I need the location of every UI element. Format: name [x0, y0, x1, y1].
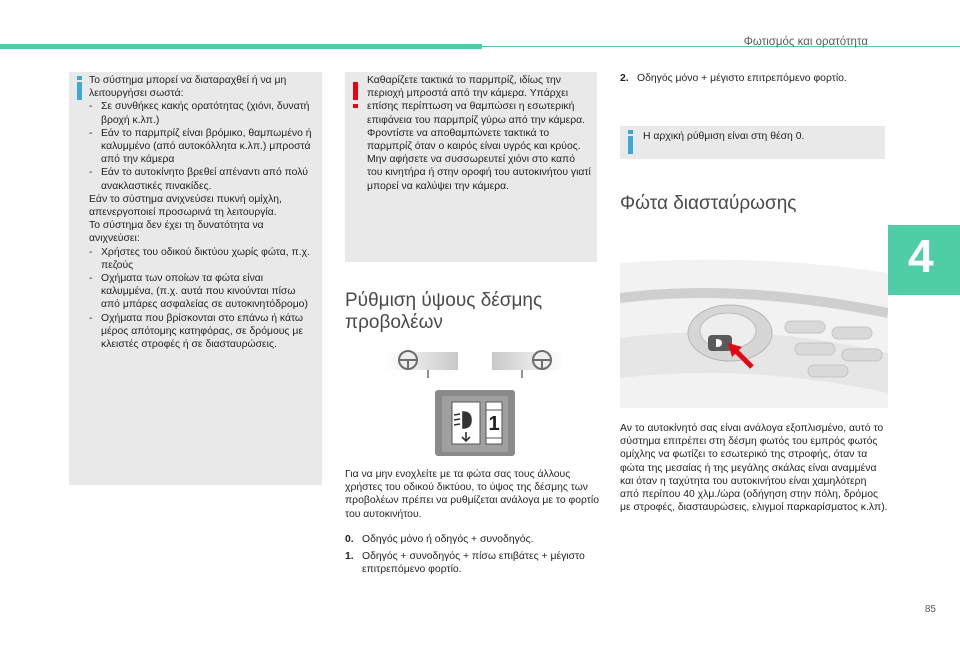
list-item: - Σε συνθήκες κακής ορατότητας (χιόνι, δυνατή βροχή κ.λπ.): [89, 101, 310, 126]
headlamp-adjust-title: Ρύθμιση ύψους δέσμης προβολέων: [345, 290, 543, 333]
header-accent-bar: [0, 44, 482, 49]
headlamp-dial-illustration: [380, 340, 570, 460]
list-item: 2. Οδηγός μόνο + μέγιστο επιτρεπόμενο φορτίο.: [620, 73, 847, 84]
section-header: Φωτισμός και ορατότητα: [743, 36, 868, 48]
info-note-text: Η αρχική ρύθμιση είναι στη θέση 0.: [643, 131, 805, 142]
chapter-number: 4: [908, 230, 934, 282]
chapter-tab: [888, 225, 960, 295]
warning-text: Καθαρίζετε τακτικά το παρμπρίζ, ιδίως την περιοχή μπροστά από την κάμερα. Υπάρχει επίσης περίπτωση να θαμπώσει η εσωτερική επιφάνεια του παρμπρίζ γύρω από την κάμερα. Φροντίστε να αποθαμπώνετε τακτικά το παρμπρίζ όταν ο καιρός είναι υγρός και κρύος. Μην αφήσετε να συσσωρευτεί χιόνι στο καπό του κινητήρα ή στην οροφή του αυτοκινήτου γιατί μπορεί να καλύψει την κάμερα.: [367, 75, 591, 192]
info-box-limitations: [69, 72, 322, 485]
cornering-lights-body: Αν το αυτοκίνητό σας είναι ανάλογα εξοπλισμένο, αυτό το σύστημα επιτρέπει στη δέσμη φωτός του εμπρός φωτός ομίχλης να φωτίζει το εσωτερικό της στροφής, όταν τα φώτα της μεσαίας ή της μεγάλης σκάλας είναι αναμμένα και όταν η ταχύτητα του αυτοκινήτου είναι χαμηλότερη από περίπου 40 χλμ./ώρα (οδήγηση στην πόλη, δρόμος με στροφές, διασταυρώσεις, ελιγμοί παρκαρίσματος κ.λπ).: [620, 423, 888, 514]
header-rule: [482, 46, 960, 47]
info-paragraph: Εάν το σύστημα ανιχνεύσει πυκνή ομίχλη, απενεργοποιεί προσωρινά τη λειτουργία.: [89, 193, 282, 219]
warning-icon: [353, 82, 358, 100]
info-icon: [77, 82, 82, 100]
beam-gradient-right: [492, 352, 564, 370]
page-number: 85: [924, 604, 936, 615]
list-item: - Οχήματα των οποίων τα φώτα είναι καλυμμένα, (π.χ. αυτά που κινούνται πίσω από μπάρες ασφαλείας σε αυτοκινητόδρομο): [89, 273, 308, 311]
list-item: - Οχήματα που βρίσκονται στο επάνω ή κάτω μέρος απότομης κατηφόρας, σε δρόμους με κλειστές στροφές ή σε διασταυρώσεις.: [89, 312, 304, 351]
list-item: - Εάν το αυτοκίνητο βρεθεί απέναντι από πολύ ανακλαστικές πινακίδες.: [89, 167, 308, 192]
list-item: - Εάν το παρμπρίζ είναι βρόμικο, θαμπωμένο ή καλυμμένο (από αυτοκόλλητα κ.λπ.) μπροστά από την κάμερα: [89, 127, 312, 166]
beam-gradient-left: [386, 352, 458, 370]
warning-box: [345, 72, 597, 262]
headlamp-adjust-body: Για να μην ενοχλείτε με τα φώτα σας τους άλλους χρήστες του οδικού δικτύου, το ύψος της δέσμης των προβολέων πρέπει να ρυθμίζεται ανάλογα με το φορτίο του αυτοκινήτου.: [345, 469, 599, 520]
info-note-initial-setting: [620, 126, 885, 159]
list-item: 1. Οδηγός + συνοδηγός + πίσω επιβάτες + μέγιστο επιτρεπόμενο φορτίο.: [345, 551, 585, 576]
list-item: 0. Οδηγός μόνο ή οδηγός + συνοδηγός.: [345, 534, 534, 545]
dial-value-label: 1: [488, 413, 500, 435]
info-intro: Το σύστημα μπορεί να διαταραχθεί ή να μη λειτουργήσει σωστά:: [89, 75, 287, 100]
list-item: - Χρήστες του οδικού δικτύου χωρίς φώτα, π.χ. πεζούς: [89, 246, 310, 271]
info-icon: [628, 136, 633, 154]
cornering-lights-title: Φώτα διασταύρωσης: [620, 193, 797, 214]
info-paragraph: Το σύστημα δεν έχει τη δυνατότητα να ανιχνεύσει:: [89, 220, 264, 245]
car-front-illustration: [620, 243, 888, 408]
